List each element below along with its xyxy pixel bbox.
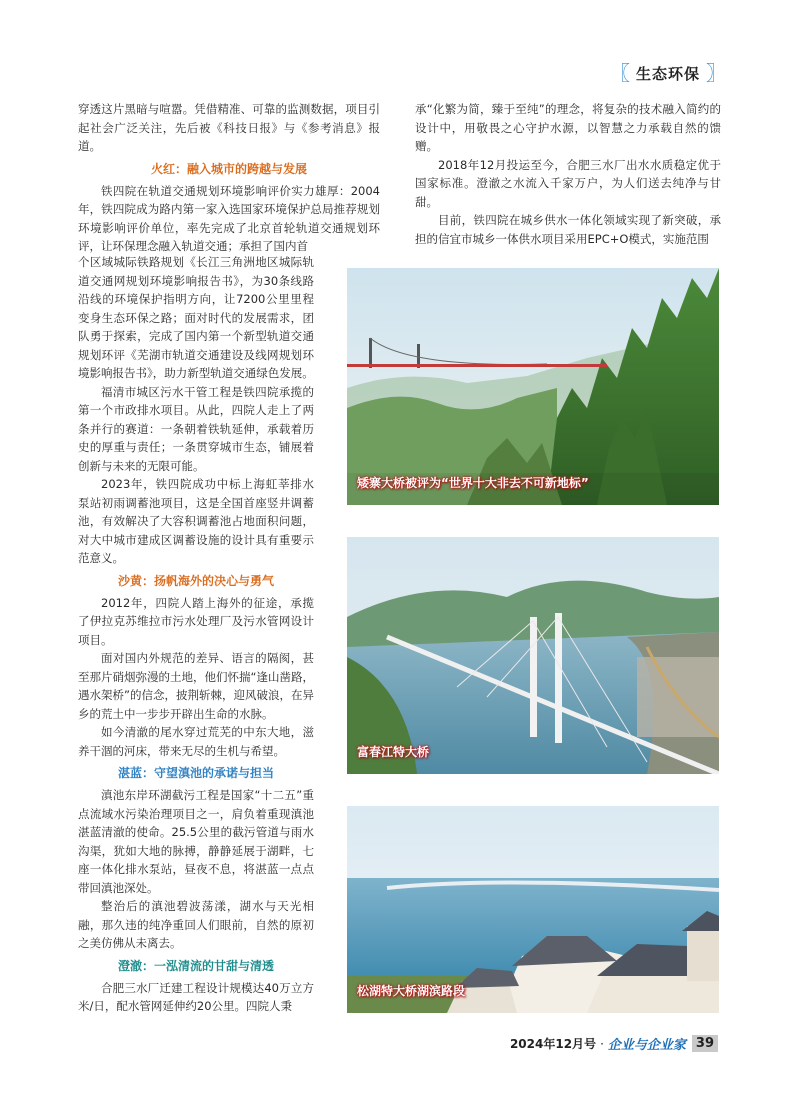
subheading-sand: 沙黄：扬帆海外的决心与勇气 [117, 573, 274, 588]
bracket-right: 〗 [706, 61, 726, 85]
paragraph: 2018年12月投运至今，合肥三水厂出水水质稳定优于国家标准。澄澈之水流入千家万户，为人们送去纯净与甘甜。 [415, 157, 721, 209]
paragraph: 福清市城区污水干管工程是铁四院承揽的第一个市政排水项目。从此，四院人走上了两条并行的赛道：一条朝着铁轨延伸，承载着历史的厚重与责任；一条贯穿城市生态，铺展着创新与未来的无限可能。 [78, 384, 314, 473]
subheading-red: 火红：融入城市的跨越与发展 [150, 161, 307, 176]
paragraph: 整治后的滇池碧波荡漾，湖水与天光相融，那久违的纯净重回人们眼前，自然的原初之美仿佛从未离去。 [78, 899, 314, 950]
separator: · [600, 1036, 604, 1051]
photo-caption: 富春江特大桥 [357, 745, 430, 759]
left-column-narrow [78, 253, 314, 1016]
section-tag [610, 60, 726, 86]
magazine-name: 企业与企业家 [607, 1038, 686, 1053]
photo-songhu-bridge [347, 806, 719, 1013]
photo-caption: 松湖特大桥湖滨路段 [357, 984, 466, 998]
photo-fuchun-bridge [347, 537, 719, 774]
paragraph: 承“化繁为简，臻于至纯”的理念，将复杂的技术融入简约的设计中，用敬畏之心守护水源，以智慧之力承载自然的馈赠。 [415, 102, 721, 153]
paragraph: 合肥三水厂迁建工程设计规模达40万立方米/日，配水管网延伸约20公里。四院人秉 [78, 980, 314, 1013]
paragraph: 个区域城际铁路规划《长江三角洲地区城际轨道交通网规划环境影响报告书》，为30条线路沿线的环境保护指明方向，让7200公里里程变身生态环保之路；面对时代的发展需求，团队勇于探索，完成了国内第一个新型轨道交通规划环评《芜湖市轨道交通建设及线网规划环境影响报告书》，助力新型轨道交通绿色发展。 [78, 255, 314, 380]
mountain-bridge-image [347, 268, 719, 505]
right-column-top [415, 100, 721, 248]
paragraph: 2023年，铁四院成功中标上海虹莘排水泵站初雨调蓄池项目，这是全国首座竖井调蓄池，有效解决了大容积调蓄池占地面积问题，对大中城市建成区调蓄设施的设计具有重要示范意义。 [78, 477, 314, 565]
paragraph: 2012年，四院人踏上海外的征途，承揽了伊拉克苏维拉市污水处理厂及污水管网设计项目。 [78, 595, 314, 647]
page-footer [510, 1034, 718, 1053]
section-title: 生态环保 [635, 64, 700, 83]
paragraph: 目前，铁四院在城乡供水一体化领域实现了新突破，承担的信宜市城乡一体供水项目采用EPC+O模式，实施范围 [415, 213, 721, 246]
paragraph: 滇池东岸环湖截污工程是国家“十二五”重点流域水污染治理项目之一，肩负着重现滇池湛蓝清澈的使命。25.5公里的截污管道与雨水沟渠，犹如大地的脉搏，静静延展于湖畔，七座一体化排水泵站，昼夜不息，将湛蓝一点点带回滇池深处。 [78, 788, 314, 895]
paragraph: 面对国内外规范的差异、语言的隔阂，甚至那片硝烟弥漫的土地，他们怀揣“逢山凿路，遇水架桥”的信念，披荆斩棘，迎风破浪，在异乡的荒土中一步步开辟出生命的水脉。 [78, 651, 314, 721]
left-column-top [78, 100, 380, 256]
paragraph: 穿透这片黑暗与喧嚣。凭借精准、可靠的监测数据，项目引起社会广泛关注，先后被《科技日报》与《参考消息》报道。 [78, 102, 380, 153]
river-bridge-image [347, 537, 719, 774]
bracket-left: 〖 [609, 61, 630, 85]
paragraph: 如今清澈的尾水穿过荒芜的中东大地，滋养干涸的河床，带来无尽的生机与希望。 [78, 725, 314, 758]
photo-caption: 矮寨大桥被评为“世界十大非去不可新地标” [357, 476, 589, 490]
subheading-clear: 澄澈：一泓清流的甘甜与清透 [117, 958, 274, 973]
photo-aizhai-bridge [347, 268, 719, 505]
issue-date: 2024年12月号 [509, 1037, 597, 1051]
subheading-blue: 湛蓝：守望滇池的承诺与担当 [117, 766, 274, 780]
page-number: 39 [692, 1035, 718, 1052]
paragraph: 铁四院在轨道交通规划环境影响评价实力雄厚：2004年，铁四院成为路内第一家入选国家环境保护总局推荐规划环境影响评价单位，率先完成了北京首轮轨道交通规划环评，让环保理念融入轨道交通；承担了国内首 [78, 183, 380, 253]
